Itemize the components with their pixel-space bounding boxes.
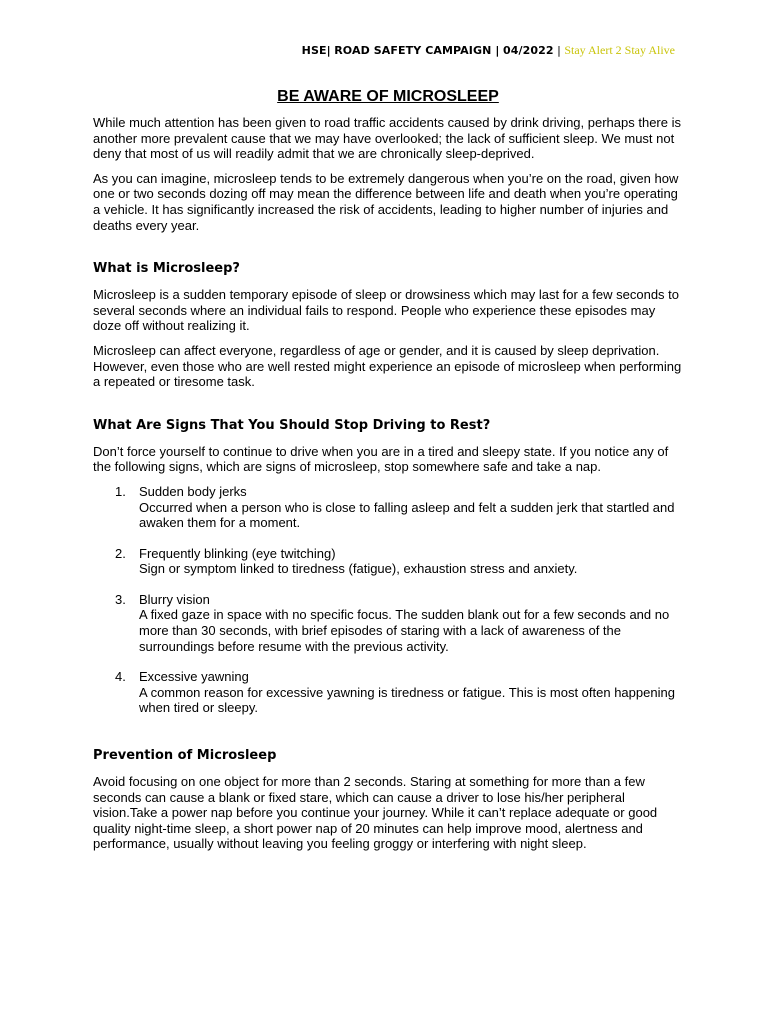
- list-item: [93, 592, 683, 654]
- list-item: [93, 546, 683, 577]
- section-heading-signs: What Are Signs That You Should Stop Driving to Rest?: [93, 417, 491, 433]
- header-date: 04/2022: [502, 44, 554, 57]
- what-paragraph-1: Microsleep is a sudden temporary episode of sleep or drowsiness which may last for a few seconds to several seconds where an individual fails to respond. People who experience these episodes may doze off without realizing it.: [93, 287, 680, 334]
- signs-list: [93, 484, 683, 716]
- list-item-number: 1.: [115, 483, 126, 499]
- document-body: [93, 87, 683, 861]
- header-tagline: Stay Alert 2 Stay Alive: [564, 43, 675, 57]
- intro-paragraph-1: While much attention has been given to road traffic accidents caused by drink driving, perhaps there is another more prevalent cause that we may have overlooked; the lack of sufficient sleep. We must not deny that most of us will readily admit that we are chronically sleep-deprived.: [93, 115, 681, 162]
- section-heading-prevention: Prevention of Microsleep: [93, 748, 277, 764]
- header-org: HSE|: [301, 44, 331, 57]
- document-title: BE AWARE OF MICROSLEEP: [277, 88, 499, 105]
- list-item: [93, 484, 683, 531]
- intro-paragraph-2: As you can imagine, microsleep tends to be extremely dangerous when you’re on the road, given how one or two seconds dozing off may mean the difference between life and death when you’re operating a vehicle. It has significantly increased the risk of accidents, leading to higher number of injuries and deaths every year.: [93, 170, 679, 233]
- list-item-description: Occurred when a person who is close to falling asleep and felt a sudden jerk that startled and awaken them for a moment.: [139, 499, 675, 531]
- list-item: [93, 669, 683, 716]
- list-item-title: Excessive yawning: [139, 669, 249, 685]
- list-item-description: A common reason for excessive yawning is tiredness or fatigue. This is most often happening when tired or sleepy.: [139, 684, 675, 716]
- list-item-description: Sign or symptom linked to tiredness (fatigue), exhaustion stress and anxiety.: [139, 561, 578, 577]
- prevention-paragraph: Avoid focusing on one object for more than 2 seconds. Staring at something for more than a few seconds can cause a blank or fixed stare, which can cause a driver to lose his/her peripheral vision.Take a power nap before you continue your journey. While it can’t replace adequate or good quality night-time sleep, a short power nap of 20 minutes can help improve mood, alertness and performance, usually without leaving you feeling groggy or interfering with night sleep.: [93, 774, 658, 852]
- list-item-title: Frequently blinking (eye twitching): [139, 545, 336, 561]
- list-item-title: Blurry vision: [139, 591, 210, 607]
- list-item-title: Sudden body jerks: [139, 483, 247, 499]
- list-item-description: A fixed gaze in space with no specific focus. The sudden blank out for a few seconds and no more than 30 seconds, with brief episodes of staring with a lack of awareness of the surroundings before resume with the previous activity.: [139, 607, 670, 654]
- section-heading-what: What is Microsleep?: [93, 261, 240, 277]
- list-item-number: 3.: [115, 591, 126, 607]
- header-separator: |: [557, 44, 561, 57]
- signs-intro-paragraph: Don’t force yourself to continue to drive when you are in a tired and sleepy state. If you notice any of the following signs, which are signs of microsleep, stop somewhere safe and take a nap.: [93, 443, 669, 475]
- page-header: [302, 43, 675, 58]
- what-paragraph-2: Microsleep can affect everyone, regardless of age or gender, and it is caused by sleep deprivation. However, even those who are well rested might experience an episode of microsleep when performing a repeated or tiresome task.: [93, 342, 682, 390]
- header-campaign: ROAD SAFETY CAMPAIGN |: [334, 44, 500, 57]
- list-item-number: 2.: [115, 545, 126, 561]
- list-item-number: 4.: [115, 669, 126, 685]
